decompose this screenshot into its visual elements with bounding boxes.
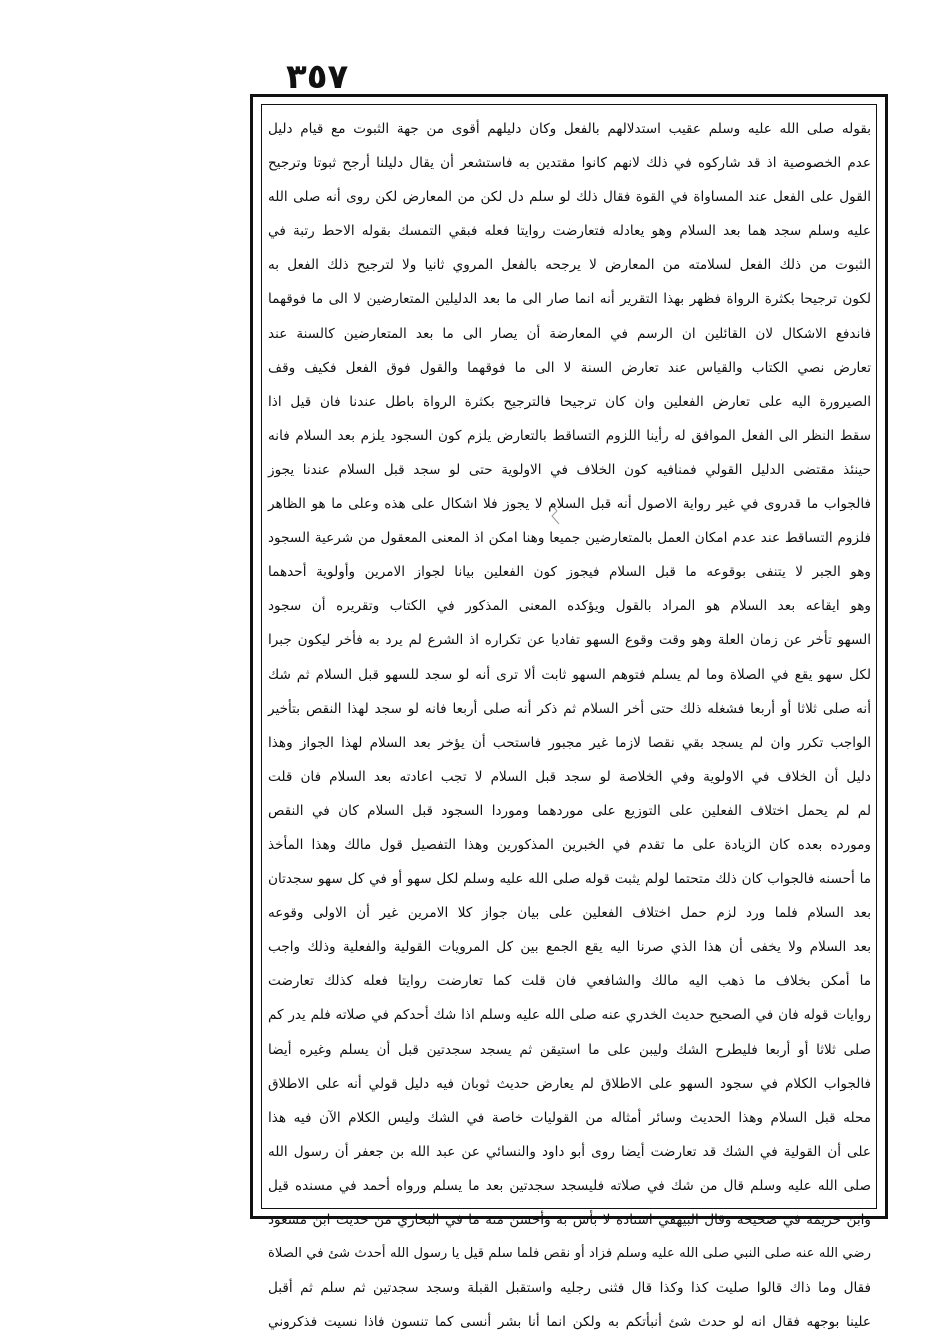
text-line: سقط النظر الى الفعل الموافق له رأينا اللزوم التساقط بالتعارض يلزم كون السجود يلزم بعد السلام فانه (268, 427, 871, 444)
text-line: ما أمكن بخلاف ما ذهب اليه مالك والشافعي فان قلت كما تعارضت روايتا فعله كذلك تعارضت (268, 973, 871, 990)
text-line: فالجواب الكلام في سجود السهو على الاطلاق لم يعارض حديث ثوبان فيه دليل قولي أنه على الاطلاق (268, 1075, 871, 1092)
text-line: عليه وسلم سجد هما بعد السلام وهو يعادله فتعارضت روايتا فعله فبقي التمسك بقوله الاحط رتبة في (268, 223, 871, 240)
text-line: دليل أن الخلاف في الاولوية وفي الخلاصة لو سجد قبل السلام لا تجب اعادته بعد السلام فان قلت (268, 768, 871, 785)
text-line: محله قبل السلام وهذا الحديث وسائر أمثاله من القوليات خاصة في الشك وليس الكلام الآن فيه هذا (268, 1109, 871, 1126)
text-line: عدم الخصوصية اذ قد شاركوه في ذلك لانهم كانوا مقتدين به فاستشعر أن يقال دليلنا أرجح ثبوتا وترجيح (268, 155, 871, 172)
text-line: صلى ثلاثا أو أربعا فليطرح الشك وليبن على ما استيقن ثم يسجد سجدتين قبل أن يسلم وغيره أيضا (268, 1041, 871, 1058)
text-line: رضي الله عنه صلى النبي صلى الله عليه وسلم فزاد أو نقص فلما سلم قيل يا رسول الله أحدث شئ في الصلاة (268, 1246, 871, 1262)
text-line: القول على الفعل عند المساواة في القوة فقال ذلك لو سلم دل لكن من المعارض لكن روى أنه صلى الله (268, 189, 871, 206)
page-number: ٣٥٧ (286, 57, 349, 97)
text-line: بعد السلام فلما ورد لزم حمل اختلاف الفعلين على بيان جواز كلا الامرين غير أن الاولى وقوعه (268, 905, 871, 922)
text-line: روايات قوله فان في الصحيح حديث الخدري عنه صلى الله عليه وسلم اذا شك أحدكم في صلاته فلم يدر كم (268, 1007, 871, 1024)
text-line: فلزوم التساقط عند عدم امكان العمل بالمتعارضين جميعا وهنا امكن اذ المعنى المعقول من شرعية السجود (268, 530, 871, 547)
text-line: لم لم يحمل اختلاف الفعلين على التوزيع على موردهما وموردا السجود قبل السلام كان في النقص (268, 802, 871, 819)
text-line: على أن القولية في الشك قد تعارضت أيضا روى أبو داود والنسائي عن عبد الله بن جعفر أن رسول الله (268, 1143, 871, 1160)
text-line: صلى الله عليه وسلم قال من شك في صلاته فليسجد سجدتين بعد ما يسلم ورواه أحمد في مسنده قيل (268, 1177, 871, 1194)
text-line: لكل سهو يقع في الصلاة وما لم يسلم فتوهم السهو ثابت ألا ترى أنه لو سجد للسهو قبل السلام ثم شك (268, 666, 871, 683)
text-line: وهو الجبر لا يتنفى بوقوعه ما قبل السلام فيجوز كون الفعلين بيانا لجواز الامرين وأولوية أحدهما (268, 564, 871, 581)
text-line: وابن خزيمة في صحيحه وقال البيهقي اسناده لا بأس به وأحسن منه ما في البخاري من حديث ابن مسعود (268, 1212, 871, 1228)
text-line: السهو تأخر عن زمان العلة وهو وقت وقوع السهو تفاديا عن تكراره اذ الشرع لم يرد به فأخر ليكون جبرا (268, 632, 871, 649)
text-line: ما أحسنه فالجواب كان ذلك متحتما لولم يثبت قوله صلى الله عليه وسلم لكل سهو أو في كل سهو سجدتان (268, 871, 871, 888)
text-line: علينا بوجهه فقال انه لو حدث شئ أنبأتكم به ولكن انما أنا بشر أنسى كما تنسون فاذا نسيت فذكروني (268, 1314, 871, 1331)
text-line: فالجواب ما قدروى في غير رواية الاصول أنه قبل السلام لا يجوز فلا اشكال على هذه وعلى ما هو الظاهر (268, 496, 871, 513)
text-line: الصيرورة اليه على تعارض الفعلين وان كان ترجيحا فالترجيح بكثرة الرواة باطل عندنا فان قيل اذا (268, 393, 871, 410)
text-line: بقوله صلى الله عليه وسلم عقيب استدلالهم بالفعل وكان دليلهم أقوى من جهة الثبوت مع قيام دليل (268, 121, 871, 137)
text-line: فقال وما ذاك قالوا صليت كذا وكذا قال فثنى رجليه واستقبل القبلة وسجد سجدتين ثم سلم ثم أقبل (268, 1280, 871, 1297)
text-line: بعد السلام ولا يخفى أن هذا الذي صرنا اليه يقع الجمع بين كل المرويات القولية والفعلية وذلك واجب (268, 939, 871, 956)
text-line: الواجب تكرر وان لم يسجد بقي نقصا لازما غير مجبور فاستحب أن يؤخر بعد السلام لهذا الجواز وهذا (268, 734, 871, 751)
text-line: أنه صلى ثلاثا أو أربعا فشغله ذلك حتى أخر السلام ثم ذكر أنه صلى أربعا فانه لو سجد لهذا النقص بتأخير (268, 700, 871, 717)
text-line: تعارض نصي الكتاب والقياس عند تعارض السنة لا الى ما فوقهما والقول فوق الفعل فكيف وقف (268, 359, 871, 376)
text-line: فاندفع الاشكال لان القائلين ان الرسم في المعارضة أن يصار الى ما بعد المتعارضين كالسنة عند (268, 325, 871, 342)
text-line: وهو ايقاعه بعد السلام هو المراد بالقول ويؤكده المعنى المذكور في الكتاب وتقريره أن سجود (268, 598, 871, 615)
text-body (268, 112, 871, 1331)
text-line: حينئذ مقتضى الدليل القولي فمنافيه كون الخلاف في الاولوية حتى لو سجد قبل السلام عندنا يجوز (268, 461, 871, 478)
text-line: الثبوت من ذلك الفعل لسلامته من المعارض لا يرجحه بالفعل المروي ثانيا ولا لترجيح ذلك الفعل به (268, 257, 871, 274)
text-line: ومورده بعده كان الزيادة على ما تقدم في الخبرين المذكورين وهذا التفصيل قول مالك وهذا المأخذ (268, 836, 871, 853)
text-line: لكون ترجيحا بكثرة الرواة فظهر بهذا التقرير أنه انما صار الى ما بعد الدليلين المتعارضين لا الى ما فوقهما (268, 291, 871, 308)
